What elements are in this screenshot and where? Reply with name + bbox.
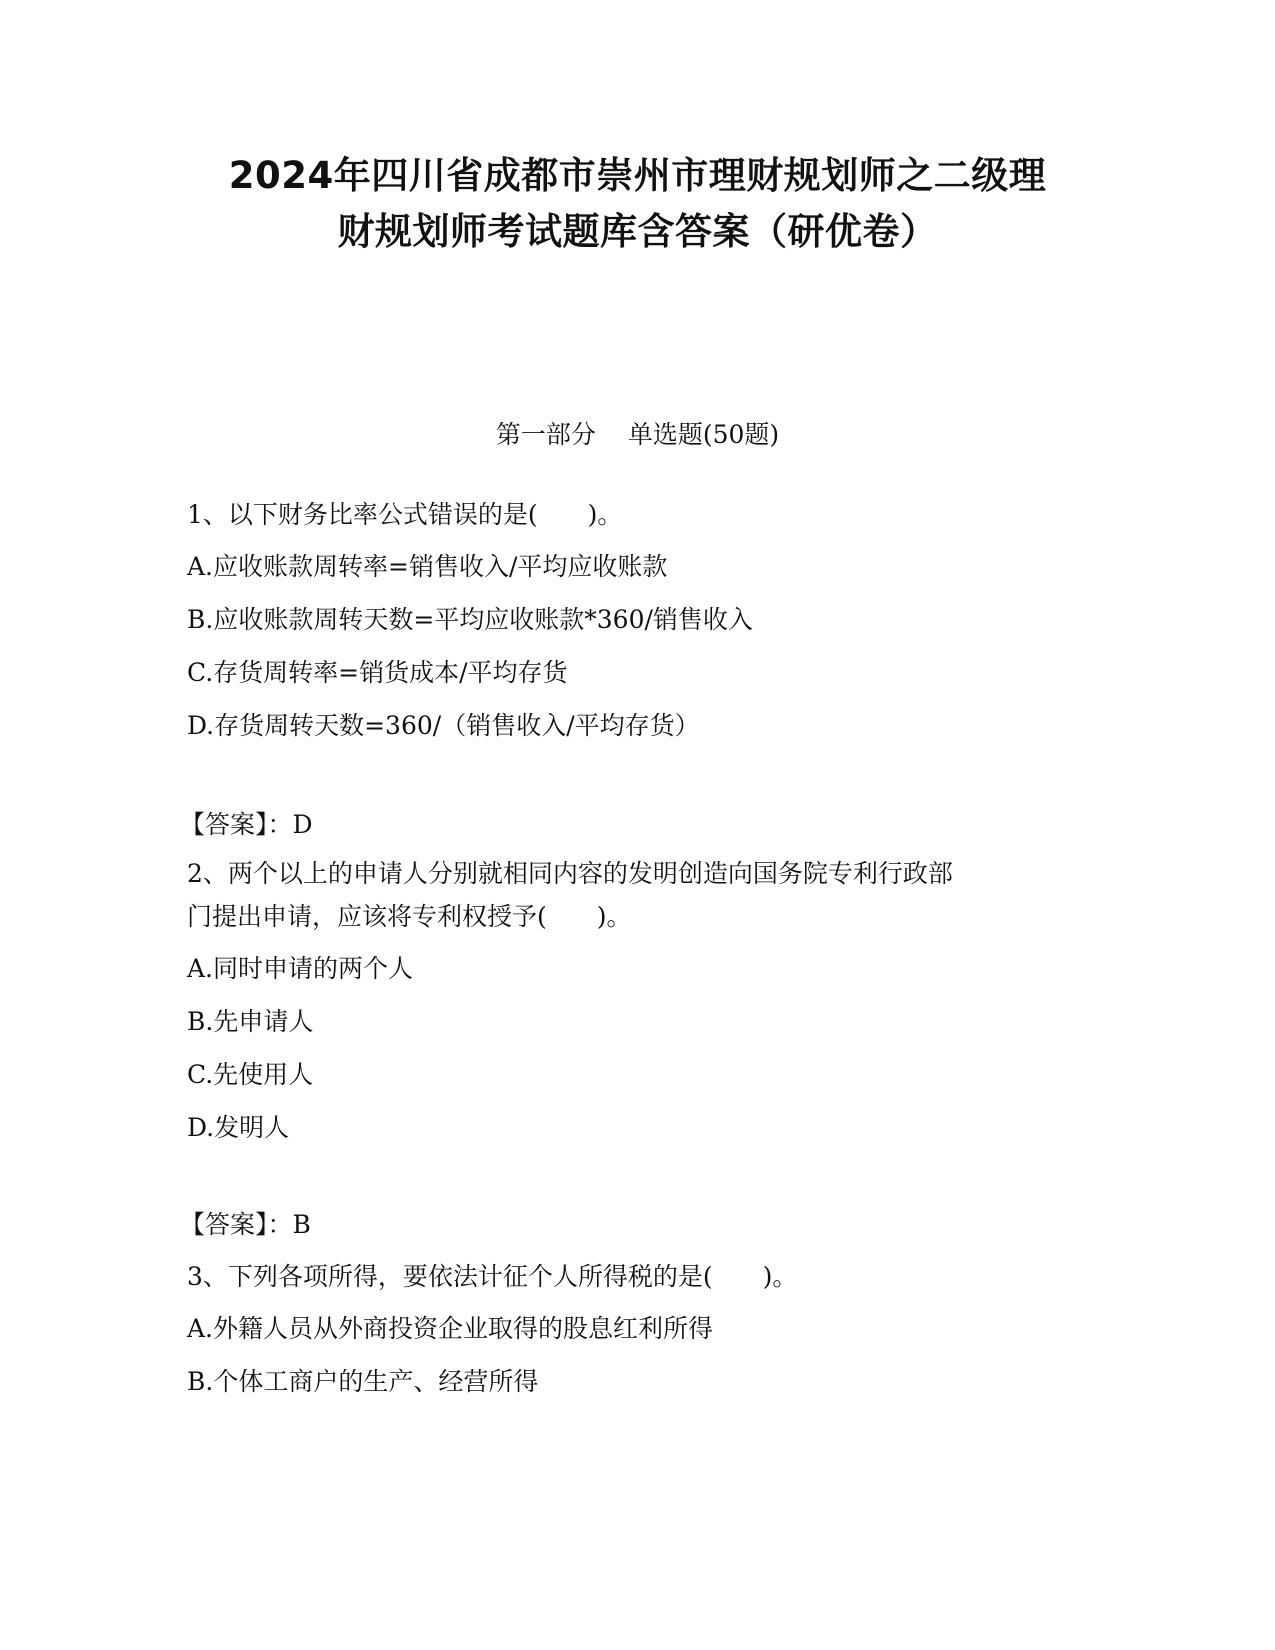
- question-2-answer: 【答案】：B: [180, 1210, 311, 1239]
- question-3-option-a: A.外籍人员从外商投资企业取得的股息红利所得: [187, 1314, 714, 1343]
- question-1-option-b: B.应收账款周转天数=平均应收账款*360/销售收入: [187, 605, 753, 634]
- title-line-1: 2024年四川省成都市崇州市理财规划师之二级理: [228, 154, 1047, 197]
- question-2-option-d: D.发明人: [187, 1113, 290, 1142]
- question-2-stem-line-2: 门提出申请，应该将专利权授予( )。: [187, 902, 632, 931]
- question-1-option-c: C.存货周转率=销货成本/平均存货: [187, 658, 568, 687]
- question-1-stem: 1、以下财务比率公式错误的是( )。: [187, 500, 623, 529]
- title-line-2: 财规划师考试题库含答案（研优卷）: [337, 210, 938, 253]
- question-2-option-b: B.先申请人: [187, 1007, 314, 1036]
- document-title: [180, 148, 1095, 260]
- section-heading: [0, 418, 1275, 452]
- question-2-option-c: C.先使用人: [187, 1060, 314, 1089]
- section-name: 单选题(50题): [627, 420, 780, 449]
- question-2-stem-line-1: 2、两个以上的申请人分别就相同内容的发明创造向国务院专利行政部: [187, 859, 953, 888]
- question-1-option-d: D.存货周转天数=360/（销售收入/平均存货）: [187, 711, 700, 740]
- question-3-stem: 3、下列各项所得，要依法计征个人所得税的是( )。: [187, 1262, 798, 1291]
- question-2-option-a: A.同时申请的两个人: [187, 954, 414, 983]
- question-1-option-a: A.应收账款周转率=销售收入/平均应收账款: [187, 552, 668, 581]
- question-1-answer: 【答案】：D: [180, 810, 313, 839]
- section-part: 第一部分: [495, 420, 596, 449]
- question-3-option-b: B.个体工商户的生产、经营所得: [187, 1367, 539, 1396]
